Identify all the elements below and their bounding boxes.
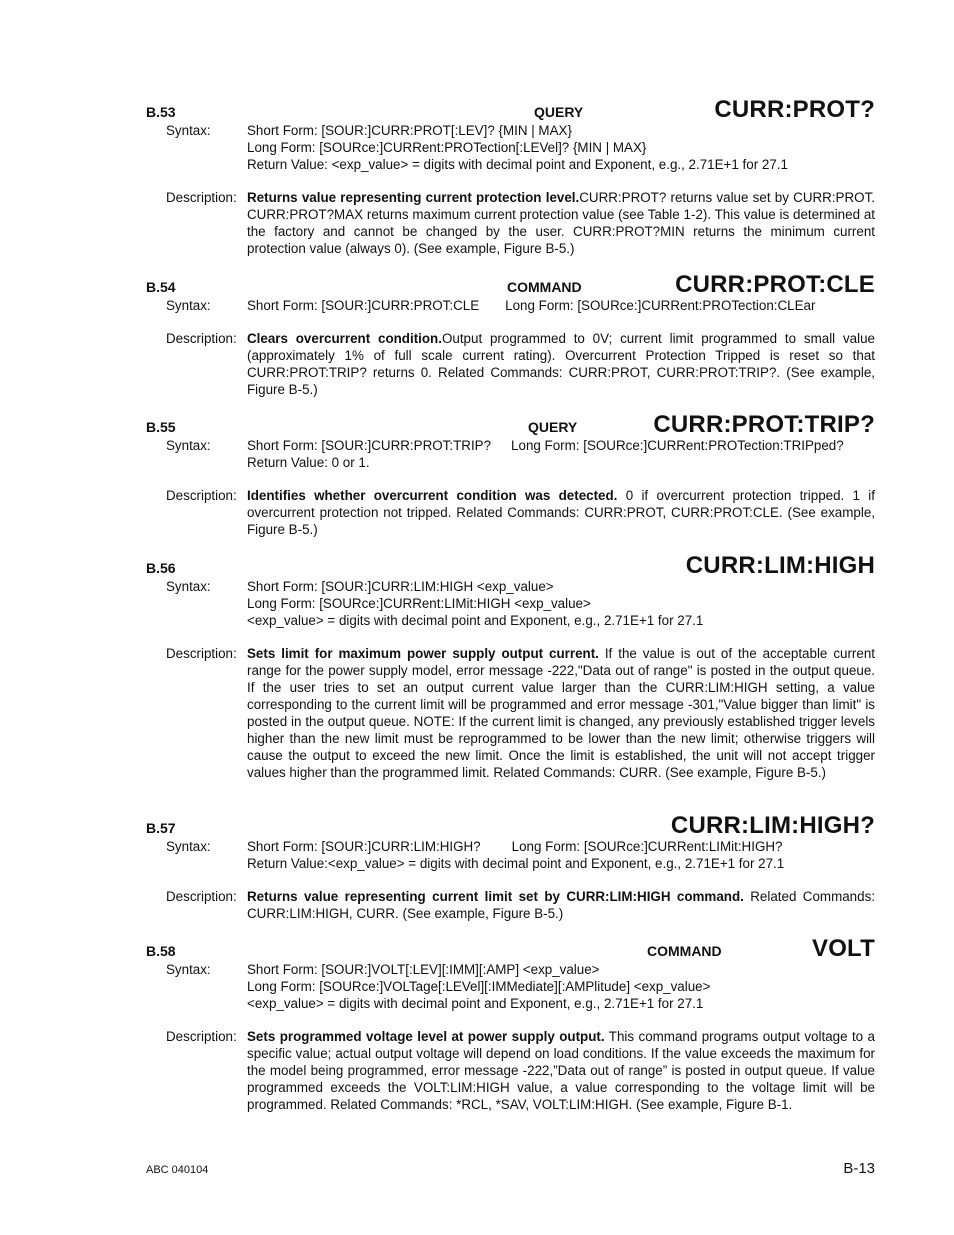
description-block: [0, 645, 954, 781]
syntax-line: Long Form: [SOURce:]VOLTage[:LEVel][:IMMediate][:AMPlitude] <exp_value>: [247, 979, 711, 994]
description-label: Description:: [166, 1029, 237, 1044]
command-name: VOLT: [811, 935, 875, 962]
description-label: Description:: [166, 331, 237, 346]
syntax-line: Short Form: [SOUR:]CURR:PROT[:LEV]? {MIN | MAX}: [247, 123, 572, 138]
syntax-return: Return Value:<exp_value> = digits with decimal point and Exponent, e.g., 2.71E+1 for 27.1: [247, 856, 785, 871]
section-kind: QUERY: [534, 104, 584, 120]
description-text: 0 if overcurrent protection tripped. 1 if overcurrent protection not tripped. Related Commands: CURR:PROT, CURR:PROT:CLE. (See example, Figure B-5.): [247, 488, 876, 537]
description-summary: Sets programmed voltage level at power supply output.: [247, 1029, 605, 1044]
document-id: ABC 040104: [146, 1164, 209, 1176]
syntax-line: Short Form: [SOUR:]VOLT[:LEV][:IMM][:AMP] <exp_value>: [247, 962, 600, 977]
syntax-line: <exp_value> = digits with decimal point and Exponent, e.g., 2.71E+1 for 27.1: [247, 996, 704, 1011]
command-name: CURR:PROT:TRIP?: [653, 411, 875, 438]
section-b55: [0, 411, 954, 538]
description-text: If the value is out of the acceptable current range for the power supply model, error message -222,"Data out of range" is posted in the output queue. If the user tries to set an output current value larger than the CURR:LIM:HIGH setting, a value corresponding to the current limit will be programmed and error message -301,"Value bigger than limit" is posted in the output queue. NOTE: If the current limit is changed, any previously established trigger levels higher than the new limit must be reprogrammed to be lower than the new limit; otherwise triggers will cause the output to exceed the new limit. Once the limit is established, the unit will not accept trigger values higher than the programmed limit. Related Commands: CURR. (See example, Figure B-5.): [247, 646, 875, 780]
syntax-label: Syntax:: [166, 579, 211, 594]
syntax-label: Syntax:: [166, 839, 211, 854]
description-label: Description:: [166, 488, 237, 503]
syntax-block: [0, 578, 954, 629]
command-name: CURR:LIM:HIGH?: [670, 812, 875, 839]
syntax-long: Long Form: [SOURce:]CURRent:PROTection:TRIPped?: [511, 438, 844, 453]
command-name: CURR:PROT?: [714, 96, 875, 123]
description-summary: Returns value representing current protection level.: [247, 190, 580, 205]
syntax-block: [0, 838, 954, 872]
section-header: [0, 935, 954, 961]
syntax-short: Short Form: [SOUR:]CURR:PROT:TRIP?: [247, 438, 492, 453]
section-number: B.55: [146, 419, 176, 435]
syntax-line: Return Value: <exp_value> = digits with decimal point and Exponent, e.g., 2.71E+1 for 27.1: [247, 157, 788, 172]
description-label: Description:: [166, 646, 237, 661]
section-b53: [0, 96, 954, 257]
description-text: Output programmed to 0V; current limit programmed to small value (approximately 1% of full scale current rating). Overcurrent Protection Tripped is reset so that CURR:PROT:TRIP? returns 0. Related Commands: CURR:PROT, CURR:PROT:TRIP?. (See example, Figure B-5.): [247, 331, 875, 397]
section-number: B.53: [146, 104, 176, 120]
description-block: [0, 487, 954, 538]
description-label: Description:: [166, 889, 237, 904]
description-block: [0, 1028, 954, 1113]
syntax-short: Short Form: [SOUR:]CURR:LIM:HIGH?: [247, 839, 481, 854]
description-block: [0, 888, 954, 922]
syntax-return: Return Value: 0 or 1.: [247, 455, 370, 470]
section-b58: [0, 935, 954, 1113]
description-block: [0, 330, 954, 398]
command-name: CURR:LIM:HIGH: [685, 552, 875, 579]
syntax-long: Long Form: [SOURce:]CURRent:PROTection:CLEar: [505, 298, 816, 313]
syntax-long: Long Form: [SOURce:]CURRent:LIMit:HIGH?: [511, 839, 783, 854]
description-summary: Sets limit for maximum power supply output current.: [247, 646, 599, 661]
syntax-line: Short Form: [SOUR:]CURR:LIM:HIGH <exp_value>: [247, 579, 554, 594]
section-number: B.56: [146, 560, 176, 576]
section-b56: [0, 552, 954, 781]
description-text: CURR:PROT? returns value set by CURR:PROT. CURR:PROT?MAX returns maximum current protection value (see Table 1-2). This value is determined at the factory and cannot be changed by the user. CURR:PROT?MIN returns the minimum current protection value (always 0). (See example, Figure B-5.): [247, 190, 875, 256]
syntax-label: Syntax:: [166, 298, 211, 313]
syntax-label: Syntax:: [166, 123, 211, 138]
description-summary: Returns value representing current limit set by CURR:LIM:HIGH command.: [247, 889, 744, 904]
syntax-label: Syntax:: [166, 438, 211, 453]
section-header: [0, 271, 954, 297]
section-header: [0, 552, 954, 578]
syntax-line: <exp_value> = digits with decimal point and Exponent, e.g., 2.71E+1 for 27.1: [247, 613, 704, 628]
description-block: [0, 189, 954, 257]
command-name: CURR:PROT:CLE: [675, 271, 875, 298]
section-header: [0, 411, 954, 437]
description-text: Related Commands: CURR:LIM:HIGH, CURR. (See example, Figure B-5.): [247, 889, 875, 921]
syntax-short: Short Form: [SOUR:]CURR:PROT:CLE: [247, 298, 480, 313]
syntax-block: [0, 122, 954, 173]
syntax-label: Syntax:: [166, 962, 211, 977]
syntax-block: [0, 437, 954, 471]
description-label: Description:: [166, 190, 237, 205]
page-number: B-13: [843, 1160, 875, 1177]
section-header: [0, 96, 954, 122]
section-number: B.57: [146, 820, 176, 836]
section-number: B.58: [146, 943, 176, 959]
description-summary: Identifies whether overcurrent condition was detected.: [247, 488, 618, 503]
description-text: This command programs output voltage to a specific value; actual output voltage will depend on load conditions. If the value exceeds the maximum for the model being programmed, error message -222,”Data out of range” is posted in output queue. If value programmed exceeds the VOLT:LIM:HIGH value, a value corresponding to the voltage limit will be programmed. Related Commands: *RCL, *SAV, VOLT:LIM:HIGH. (See example, Figure B-1.: [247, 1029, 875, 1112]
section-kind: COMMAND: [647, 943, 722, 959]
section-kind: COMMAND: [507, 279, 582, 295]
section-b54: [0, 271, 954, 398]
syntax-block: [0, 297, 954, 314]
syntax-line: Long Form: [SOURce:]CURRent:LIMit:HIGH <exp_value>: [247, 596, 591, 611]
section-b57: [0, 812, 954, 922]
section-header: [0, 812, 954, 838]
section-kind: QUERY: [528, 419, 578, 435]
syntax-line: Long Form: [SOURce:]CURRent:PROTection[:LEVel]? {MIN | MAX}: [247, 140, 647, 155]
section-number: B.54: [146, 279, 176, 295]
description-summary: Clears overcurrent condition.: [247, 331, 442, 346]
syntax-block: [0, 961, 954, 1012]
